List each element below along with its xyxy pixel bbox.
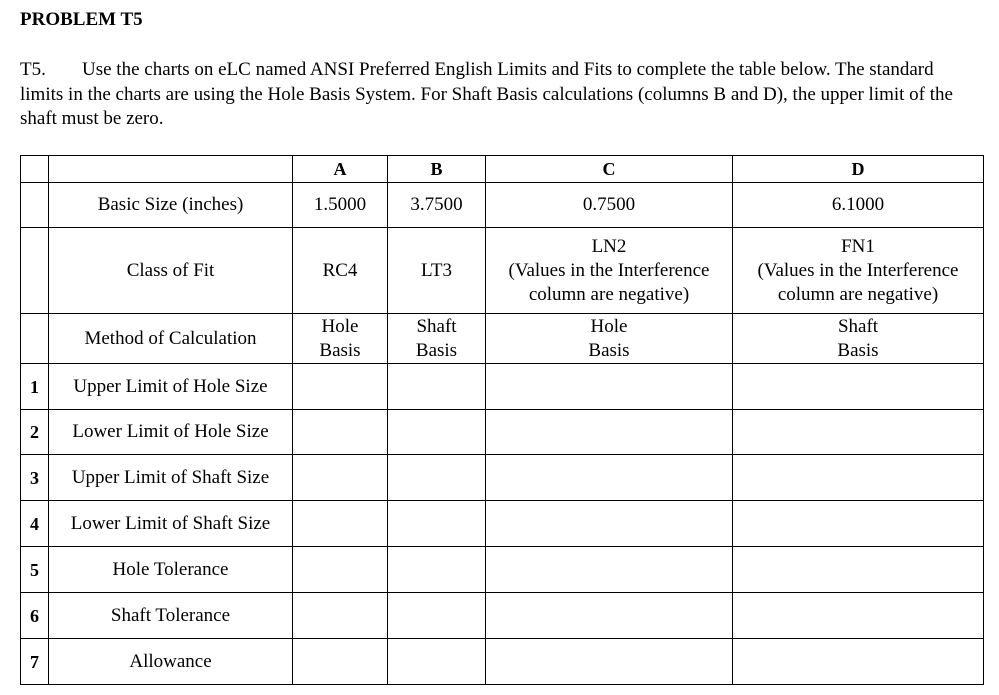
method-line: Shaft: [416, 315, 457, 337]
method-label: Method of Calculation: [49, 314, 293, 364]
table-row: [21, 547, 984, 593]
answer-cell[interactable]: [733, 593, 984, 639]
answer-cell[interactable]: [293, 593, 388, 639]
answer-cell[interactable]: [733, 364, 984, 410]
problem-statement: [20, 58, 980, 132]
basic-size-row: [21, 183, 984, 228]
answer-cell[interactable]: [388, 364, 486, 410]
row-label: Allowance: [49, 639, 293, 685]
empty-cell: [21, 183, 49, 228]
table-row: [21, 593, 984, 639]
row-number: 4: [21, 501, 49, 547]
answer-cell[interactable]: [486, 547, 733, 593]
empty-cell: [21, 156, 49, 183]
answer-cell[interactable]: [486, 410, 733, 455]
answer-cell[interactable]: [388, 455, 486, 501]
row-number: 3: [21, 455, 49, 501]
answer-cell[interactable]: [486, 593, 733, 639]
class-of-fit-label: Class of Fit: [49, 228, 293, 314]
problem-text: Use the charts on eLC named ANSI Preferred English Limits and Fits to complete the table below. The standard limits in the charts are using the Hole Basis System. For Shaft Basis calculations (columns B and D), the upper limit of the shaft must be zero.: [20, 59, 953, 129]
row-label: Shaft Tolerance: [49, 593, 293, 639]
row-number: 5: [21, 547, 49, 593]
answer-cell[interactable]: [486, 455, 733, 501]
row-label: Upper Limit of Shaft Size: [49, 455, 293, 501]
method-d: [733, 314, 984, 364]
answer-cell[interactable]: [486, 639, 733, 685]
method-line: Basis: [837, 339, 879, 361]
class-note: (Values in the Interference column are negative): [757, 259, 959, 305]
class-note: (Values in the Interference column are negative): [508, 259, 710, 305]
table-row: [21, 501, 984, 547]
answer-cell[interactable]: [388, 547, 486, 593]
method-line: Hole: [321, 315, 359, 337]
row-label: Upper Limit of Hole Size: [49, 364, 293, 410]
class-of-fit-b: LT3: [388, 228, 486, 314]
answer-cell[interactable]: [733, 410, 984, 455]
row-number: 2: [21, 410, 49, 455]
column-header-c: C: [486, 156, 733, 183]
answer-cell[interactable]: [293, 639, 388, 685]
method-line: Shaft: [837, 315, 879, 337]
class-of-fit-d: [733, 228, 984, 314]
class-of-fit-c: [486, 228, 733, 314]
class-code: LN2: [591, 235, 627, 257]
column-header-d: D: [733, 156, 984, 183]
problem-heading: PROBLEM T5: [20, 9, 143, 30]
row-number: 7: [21, 639, 49, 685]
column-header-b: B: [388, 156, 486, 183]
basic-size-c: 0.7500: [486, 183, 733, 228]
answer-cell[interactable]: [388, 410, 486, 455]
row-number: 6: [21, 593, 49, 639]
method-line: Basis: [319, 339, 361, 361]
method-row: [21, 314, 984, 364]
class-code: FN1: [841, 235, 875, 257]
basic-size-label: Basic Size (inches): [49, 183, 293, 228]
limits-fits-table: [20, 155, 984, 685]
method-a: [293, 314, 388, 364]
answer-cell[interactable]: [733, 547, 984, 593]
method-c: [486, 314, 733, 364]
row-label: Lower Limit of Shaft Size: [49, 501, 293, 547]
empty-cell: [21, 228, 49, 314]
answer-cell[interactable]: [293, 501, 388, 547]
answer-cell[interactable]: [293, 547, 388, 593]
basic-size-b: 3.7500: [388, 183, 486, 228]
column-header-a: A: [293, 156, 388, 183]
class-of-fit-row: [21, 228, 984, 314]
row-label: Lower Limit of Hole Size: [49, 410, 293, 455]
table-row: [21, 364, 984, 410]
answer-cell[interactable]: [733, 639, 984, 685]
answer-cell[interactable]: [486, 501, 733, 547]
method-line: Basis: [415, 339, 458, 361]
method-line: Hole: [590, 315, 628, 337]
answer-cell[interactable]: [388, 501, 486, 547]
row-label: Hole Tolerance: [49, 547, 293, 593]
problem-label: T5.: [20, 59, 46, 80]
answer-cell[interactable]: [293, 364, 388, 410]
table-row: [21, 410, 984, 455]
answer-cell[interactable]: [293, 410, 388, 455]
basic-size-d: 6.1000: [733, 183, 984, 228]
table-row: [21, 455, 984, 501]
empty-cell: [21, 314, 49, 364]
answer-cell[interactable]: [733, 501, 984, 547]
method-line: Basis: [588, 339, 630, 361]
class-of-fit-a: RC4: [293, 228, 388, 314]
column-header-row: [21, 156, 984, 183]
table-row: [21, 639, 984, 685]
answer-cell[interactable]: [388, 593, 486, 639]
answer-cell[interactable]: [388, 639, 486, 685]
row-number: 1: [21, 364, 49, 410]
basic-size-a: 1.5000: [293, 183, 388, 228]
empty-cell: [49, 156, 293, 183]
method-b: [388, 314, 486, 364]
answer-cell[interactable]: [293, 455, 388, 501]
answer-cell[interactable]: [486, 364, 733, 410]
answer-cell[interactable]: [733, 455, 984, 501]
